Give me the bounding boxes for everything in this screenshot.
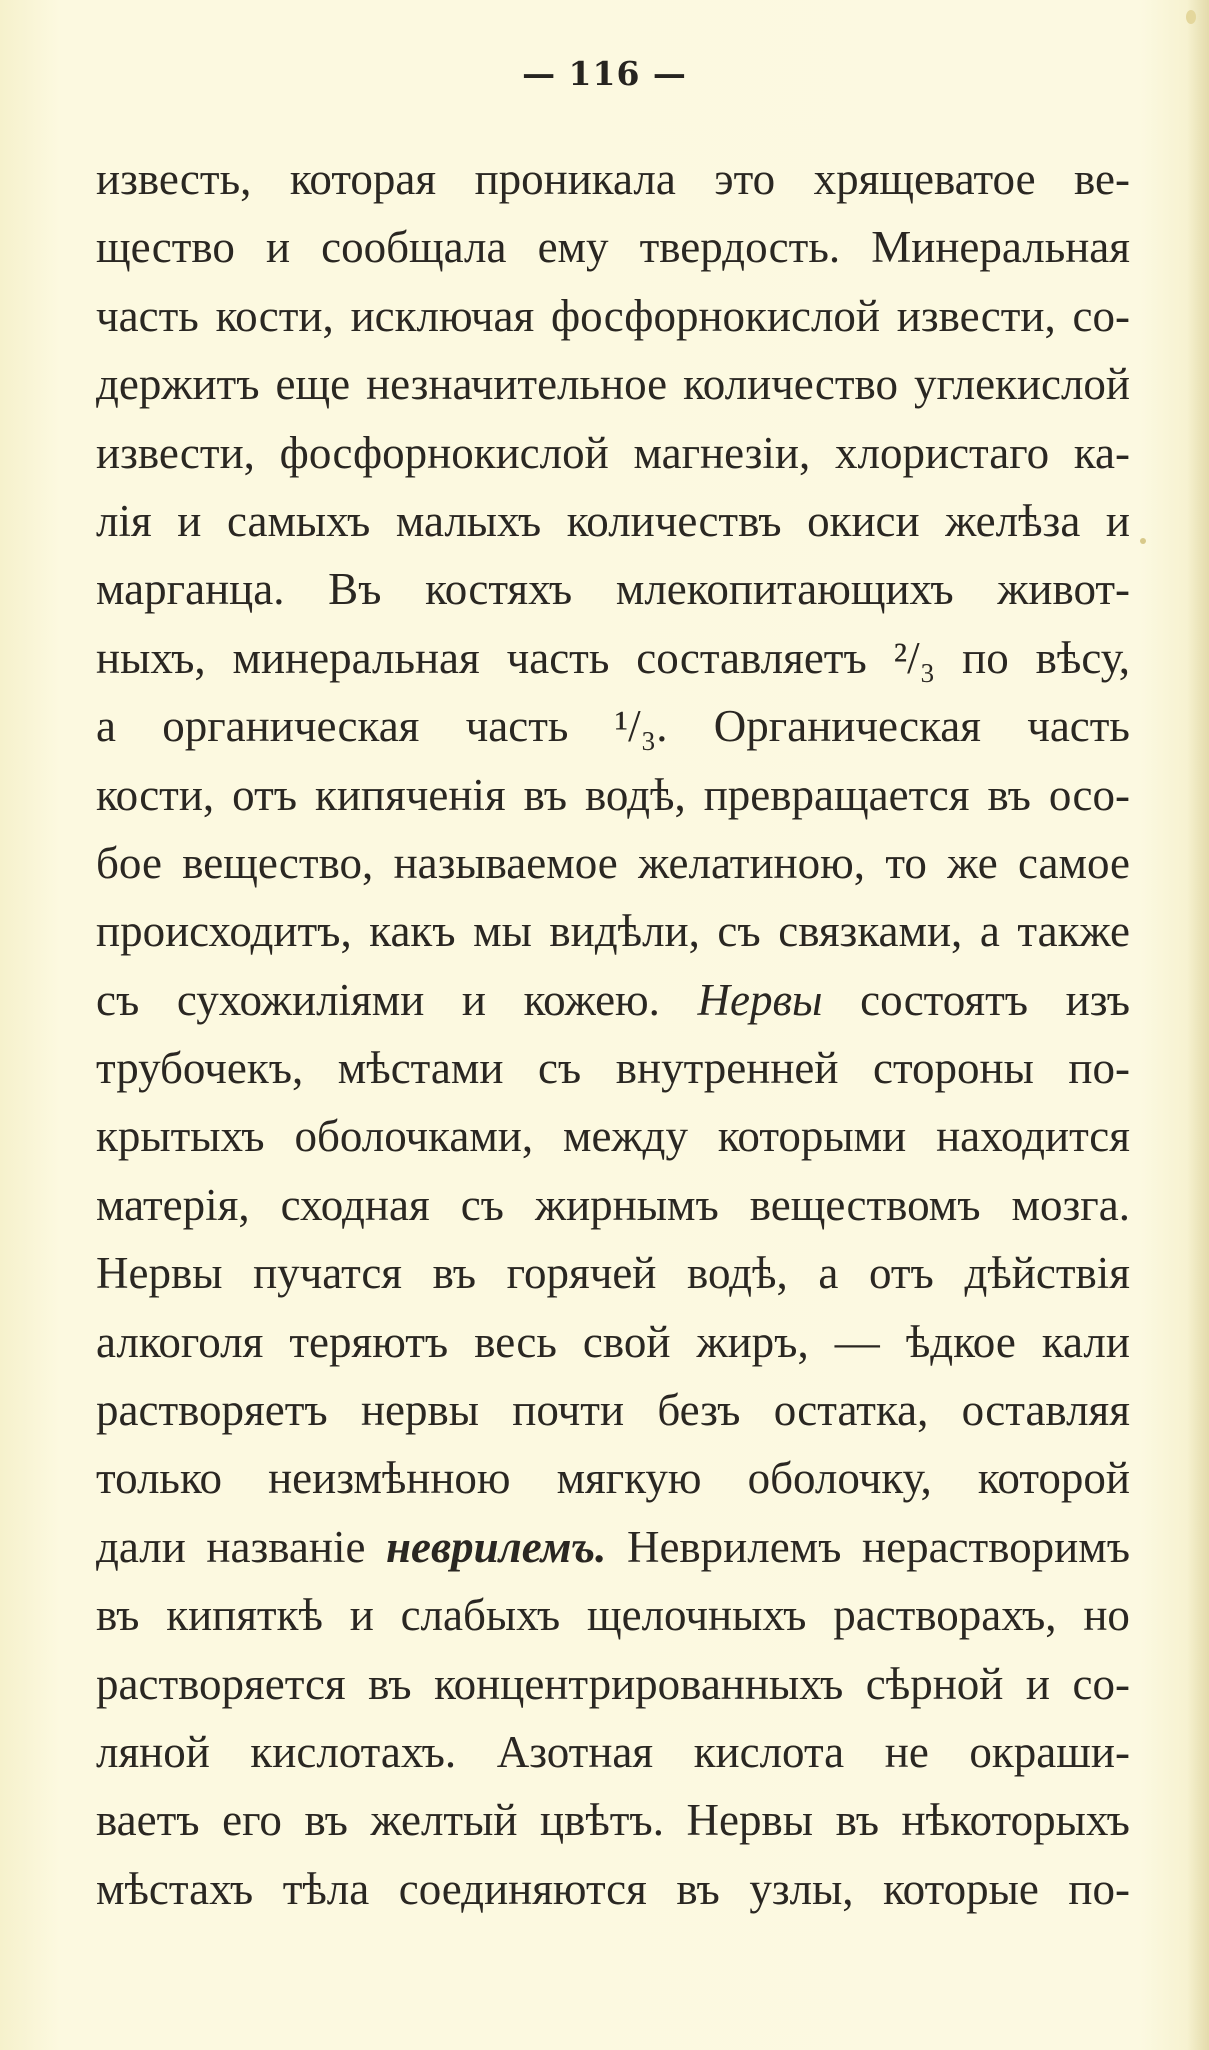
text-line: [96, 355, 1130, 423]
word: незначительное: [366, 359, 668, 410]
word: связками,: [778, 906, 963, 957]
word: кислотахъ.: [250, 1726, 457, 1777]
word: и: [177, 495, 202, 546]
word: слабыхъ: [400, 1590, 561, 1641]
word: извести,: [96, 427, 255, 478]
word: еще: [275, 359, 351, 410]
word: осо-: [1048, 769, 1130, 820]
word: кости,: [215, 290, 334, 341]
word: то: [885, 837, 927, 888]
word: въ: [432, 1248, 477, 1299]
word: кислота: [693, 1726, 845, 1777]
word: желатиною,: [638, 837, 865, 888]
word: кипяченія: [314, 769, 506, 820]
word: же: [947, 837, 998, 888]
word: щелочныхъ: [586, 1590, 807, 1641]
word: млекопитающихъ: [615, 564, 954, 615]
word: ²/₃: [893, 632, 936, 683]
word: часть: [506, 632, 610, 683]
word: жиръ,: [696, 1316, 809, 1367]
word: ваетъ: [96, 1795, 200, 1846]
word: количество: [683, 359, 898, 410]
word: ѣдкое: [905, 1316, 1016, 1367]
text-line: [96, 1791, 1130, 1859]
word: ныхъ,: [96, 632, 206, 683]
word: отъ: [868, 1248, 934, 1299]
word: Неврилемъ: [626, 1521, 842, 1572]
word: фосфорнокислой: [279, 427, 609, 478]
body-text: [96, 150, 1130, 1928]
word: мѣстахъ: [96, 1863, 254, 1914]
word: состоятъ: [860, 974, 1029, 1025]
word: неврилемъ.: [386, 1521, 607, 1572]
text-line: [96, 1860, 1130, 1928]
word: сухожиліями: [176, 974, 425, 1025]
word: водѣ,: [687, 1248, 788, 1299]
word: растворахъ,: [833, 1590, 1057, 1641]
text-line: [96, 1723, 1130, 1791]
text-line: [96, 766, 1130, 834]
word: проникала: [474, 154, 676, 204]
word: живот-: [997, 564, 1130, 615]
word: его: [222, 1795, 282, 1846]
word: въ: [676, 1863, 720, 1914]
text-line: [96, 424, 1130, 492]
word: отъ: [232, 769, 297, 820]
word: нерастворимъ: [862, 1521, 1130, 1572]
word: также: [1017, 906, 1130, 957]
word: самыхъ: [226, 495, 371, 546]
word: внутренней: [615, 1043, 839, 1094]
word: оставляя: [961, 1385, 1130, 1436]
word: въ: [368, 1658, 412, 1709]
word: теряютъ: [289, 1316, 449, 1367]
word: концентрированныхъ: [434, 1658, 844, 1709]
word: соединяются: [398, 1863, 647, 1914]
word: которой: [977, 1453, 1130, 1504]
word: почти: [512, 1385, 625, 1436]
text-line: [96, 492, 1130, 560]
text-line: [96, 1381, 1130, 1449]
word: въ: [835, 1795, 879, 1846]
word: ляной: [96, 1726, 210, 1777]
text-line: [96, 1176, 1130, 1244]
word: съ: [537, 1043, 582, 1094]
word: изъ: [1065, 974, 1130, 1025]
word: неизмѣнною: [268, 1453, 511, 1504]
word: мягкую: [556, 1453, 702, 1504]
word: только: [96, 1453, 223, 1504]
word: часть: [96, 290, 199, 341]
word: растворяется: [96, 1658, 346, 1709]
word: Нервы: [96, 1248, 223, 1299]
word: щество: [96, 222, 235, 273]
word: остатка,: [773, 1385, 929, 1436]
word: ¹/₃.: [614, 701, 668, 752]
word: а: [96, 701, 116, 752]
word: которая: [289, 154, 437, 204]
word: жирнымъ: [535, 1179, 719, 1230]
word: а: [818, 1248, 839, 1299]
word: вещество,: [182, 837, 374, 888]
text-line: [96, 1655, 1130, 1723]
word: которые: [883, 1863, 1039, 1914]
word: это: [714, 154, 776, 204]
text-line: [96, 971, 1130, 1039]
word: фосфорнокислой: [550, 290, 880, 341]
word: свой: [582, 1316, 671, 1367]
word: и: [1105, 495, 1130, 546]
word: узлы,: [749, 1863, 854, 1914]
word: марганца.: [96, 564, 285, 615]
word: желтый: [370, 1795, 518, 1846]
word: минеральная: [232, 632, 480, 683]
word: составляетъ: [636, 632, 867, 683]
word: ему: [537, 222, 609, 273]
word: Въ: [328, 564, 382, 615]
word: мозга.: [1011, 1179, 1130, 1230]
word: стороны: [873, 1043, 1034, 1094]
text-line: [96, 1586, 1130, 1654]
word: количествъ: [566, 495, 782, 546]
word: алкоголя: [96, 1316, 264, 1367]
word: превращается: [703, 769, 970, 820]
text-line: [96, 902, 1130, 970]
word: окиси: [807, 495, 920, 546]
word: хрящеватое: [813, 154, 1036, 204]
word: кипяткѣ: [166, 1590, 323, 1641]
word: названіе: [206, 1521, 366, 1572]
word: происходитъ,: [96, 906, 352, 957]
word: Нервы: [686, 1795, 813, 1846]
word: сѣрной: [865, 1658, 1004, 1709]
word: которыми: [717, 1111, 907, 1162]
word: костяхъ: [425, 564, 573, 615]
paper-speck: [1186, 10, 1196, 24]
word: съ: [96, 974, 140, 1025]
text-line: [96, 218, 1130, 286]
text-line: [96, 1518, 1130, 1586]
word: магнезіи,: [633, 427, 811, 478]
text-line: [96, 560, 1130, 628]
word: со-: [1072, 290, 1130, 341]
text-line: [96, 629, 1130, 697]
word: мы: [473, 906, 532, 957]
word: желѣза: [945, 495, 1081, 546]
word: кали: [1041, 1316, 1130, 1367]
word: съ: [460, 1179, 504, 1230]
word: исключая: [350, 290, 535, 341]
text-line: [96, 1107, 1130, 1175]
word: известь,: [96, 154, 252, 204]
word: но: [1083, 1590, 1130, 1641]
word: находится: [936, 1111, 1130, 1162]
word: видѣли,: [549, 906, 700, 957]
word: крытыхъ: [96, 1111, 265, 1162]
word: растворяетъ: [96, 1385, 328, 1436]
word: горячей: [506, 1248, 657, 1299]
word: дѣйствія: [964, 1248, 1130, 1299]
word: не: [884, 1726, 929, 1777]
word: и: [349, 1590, 374, 1641]
word: со-: [1072, 1658, 1130, 1709]
word: оболочку,: [747, 1453, 932, 1504]
page-edge-shadow: [1187, 0, 1209, 2050]
word: углекислой: [913, 359, 1130, 410]
word: тѣла: [282, 1863, 370, 1914]
word: твердость.: [639, 222, 841, 273]
word: а: [979, 906, 1000, 957]
word: въ: [523, 769, 567, 820]
word: оболочками,: [294, 1111, 534, 1162]
text-line: [96, 1449, 1130, 1517]
word: по-: [1068, 1043, 1130, 1094]
word: какъ: [369, 906, 456, 957]
word: въ: [96, 1590, 140, 1641]
word: безъ: [657, 1385, 741, 1436]
word: окраши-: [969, 1726, 1130, 1777]
word: по: [962, 632, 1009, 683]
word: вѣсу,: [1035, 632, 1130, 683]
word: въ: [304, 1795, 348, 1846]
word: Нервы: [697, 974, 823, 1025]
word: лія: [96, 495, 152, 546]
word: —: [834, 1316, 880, 1367]
word: и: [265, 222, 291, 273]
word: Азотная: [496, 1726, 654, 1777]
word: между: [563, 1111, 688, 1162]
word: съ: [717, 906, 761, 957]
page-number: — 116 —: [522, 54, 687, 93]
text-line: [96, 150, 1130, 218]
text-line: [96, 1244, 1130, 1312]
word: мѣстами: [337, 1043, 504, 1094]
word: и: [461, 974, 486, 1025]
word: сходная: [280, 1179, 430, 1230]
text-line: [96, 1313, 1130, 1381]
text-line: [96, 834, 1130, 902]
word: и: [1025, 1658, 1050, 1709]
word: веществомъ: [749, 1179, 981, 1230]
word: трубочекъ,: [96, 1043, 304, 1094]
word: ве-: [1074, 154, 1130, 204]
word: весь: [474, 1316, 557, 1367]
word: нѣкоторыхъ: [901, 1795, 1130, 1846]
word: ка-: [1073, 427, 1130, 478]
word: часть: [1027, 701, 1130, 752]
word: малыхъ: [395, 495, 542, 546]
word: кости,: [96, 769, 215, 820]
word: нервы: [360, 1385, 479, 1436]
word: сообщала: [321, 222, 507, 273]
word: бое: [96, 837, 162, 888]
word: органическая: [162, 701, 420, 752]
word: цвѣтъ.: [540, 1795, 664, 1846]
paper-speck: [1140, 538, 1146, 544]
word: кожею.: [523, 974, 660, 1025]
word: самое: [1018, 837, 1130, 888]
word: матерія,: [96, 1179, 250, 1230]
word: часть: [465, 701, 569, 752]
word: водѣ,: [584, 769, 686, 820]
word: держитъ: [96, 359, 260, 410]
word: называемое: [393, 837, 618, 888]
word: Органическая: [713, 701, 981, 752]
word: въ: [987, 769, 1031, 820]
word: пучатся: [253, 1248, 402, 1299]
word: Минеральная: [871, 222, 1130, 273]
text-line: [96, 287, 1130, 355]
text-line: [96, 1039, 1130, 1107]
text-line: [96, 697, 1130, 765]
word: дали: [96, 1521, 186, 1572]
word: извести,: [896, 290, 1056, 341]
word: по-: [1068, 1863, 1130, 1914]
word: хлористаго: [835, 427, 1050, 478]
